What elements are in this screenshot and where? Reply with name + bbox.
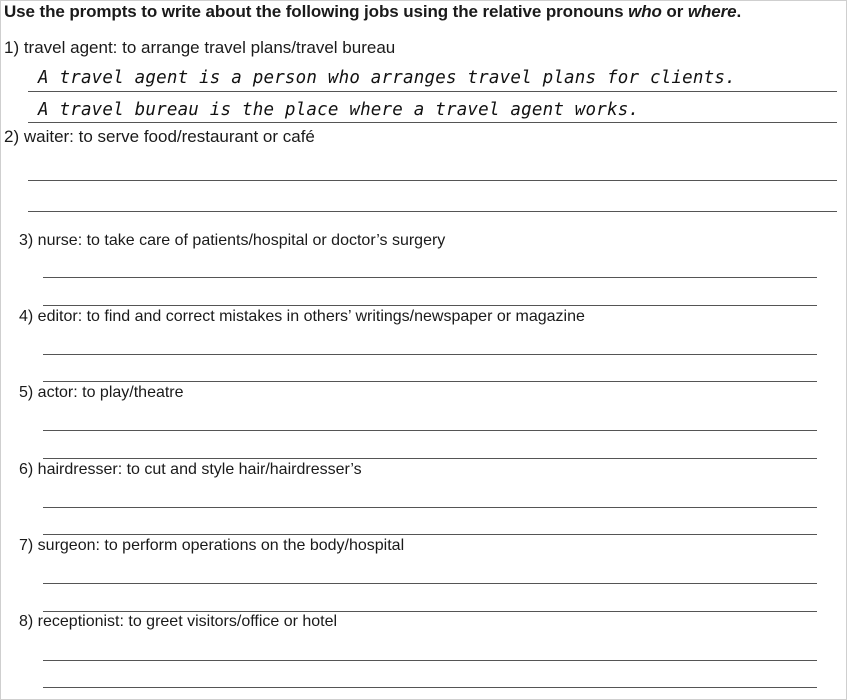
prompt-3: 3) nurse: to take care of patients/hospital or doctor’s surgery — [19, 232, 446, 249]
answer-line-3a — [43, 277, 817, 278]
answer-line-6b — [43, 534, 817, 535]
answer-1a[interactable]: A travel agent is a person who arranges travel plans for clients. — [38, 68, 736, 88]
keyword-who: who — [628, 2, 662, 21]
answer-line-2b — [28, 211, 837, 212]
prompt-1: 1) travel agent: to arrange travel plans/travel bureau — [4, 38, 396, 57]
answer-line-8a — [43, 660, 817, 661]
prompt-6: 6) hairdresser: to cut and style hair/hairdresser’s — [19, 461, 362, 478]
answer-line-7b — [43, 611, 817, 612]
answer-line-1a — [28, 91, 837, 92]
answer-line-5a — [43, 430, 817, 431]
answer-line-8b — [43, 687, 817, 688]
answer-line-3b — [43, 305, 817, 306]
keyword-where: where — [687, 2, 737, 21]
answer-line-7a — [43, 583, 817, 584]
answer-line-1b — [28, 122, 837, 123]
instructions-period: . — [736, 2, 742, 21]
prompt-7: 7) surgeon: to perform operations on the body/hospital — [19, 537, 405, 554]
prompt-5: 5) actor: to play/theatre — [19, 384, 184, 401]
instructions-heading — [4, 2, 741, 22]
answer-1b[interactable]: A travel bureau is the place where a travel agent works. — [38, 100, 640, 120]
instructions-or: or — [661, 2, 688, 21]
prompt-8: 8) receptionist: to greet visitors/office or hotel — [19, 613, 338, 630]
answer-line-2a — [28, 180, 837, 181]
prompt-4: 4) editor: to find and correct mistakes in others’ writings/newspaper or magazine — [19, 308, 585, 325]
answer-line-5b — [43, 458, 817, 459]
prompt-2: 2) waiter: to serve food/restaurant or café — [4, 127, 315, 146]
instructions-text: Use the prompts to write about the following jobs using the relative pronouns — [4, 2, 629, 21]
answer-line-4b — [43, 381, 817, 382]
answer-line-4a — [43, 354, 817, 355]
answer-line-6a — [43, 507, 817, 508]
